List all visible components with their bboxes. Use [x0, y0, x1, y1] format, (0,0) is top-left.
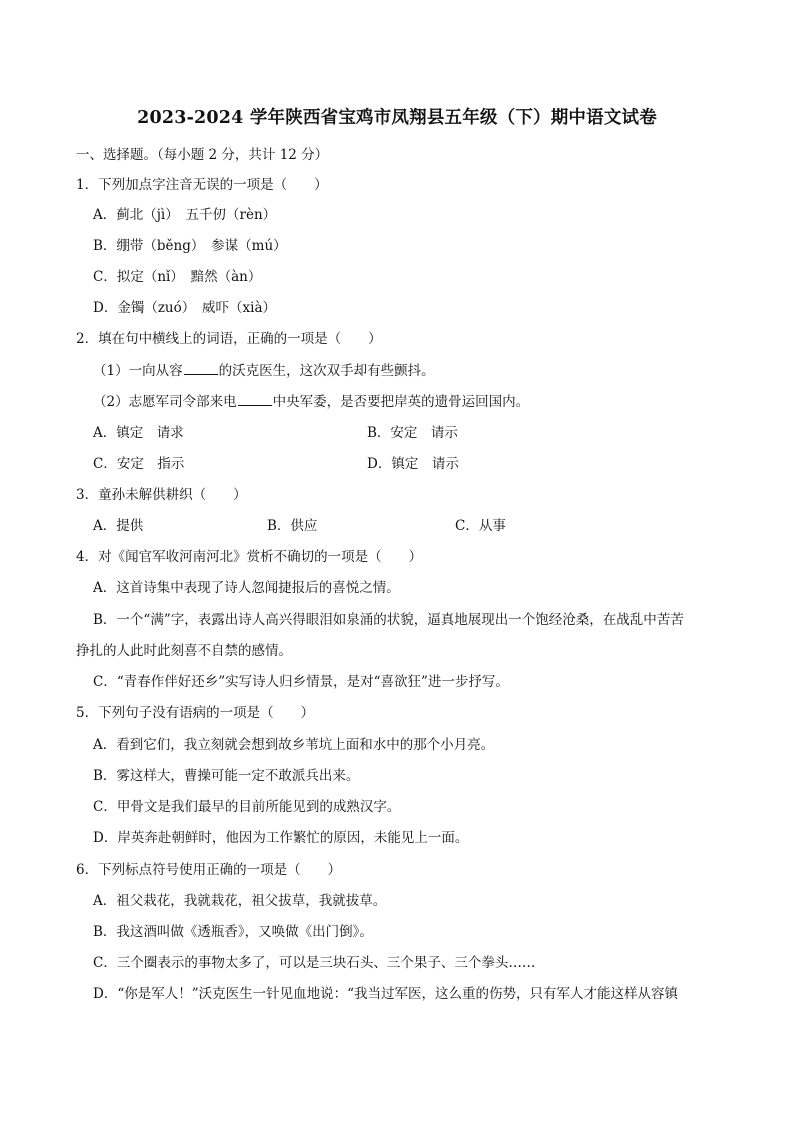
- sentence-1-before-blank: （1）一向从容: [93, 363, 183, 379]
- exam-title: 2023-2024 学年陕西省宝鸡市凤翔县五年级（下）期中语文试卷: [137, 108, 657, 128]
- sentence-1-after-blank: 的沃克医生，这次双手却有些颤抖。: [218, 363, 435, 379]
- question-2-option-c: C．安定 指示: [93, 456, 185, 472]
- question-2-option-b: B．安定 请示: [367, 425, 458, 441]
- question-2-stem: 2．填在句中横线上的词语，正确的一项是（ ）: [76, 331, 382, 347]
- question-1-option-c: C．拟定（nǐ） 黯然（àn）: [93, 269, 262, 285]
- answer-blank: [184, 361, 218, 375]
- question-1-option-a: A．蓟北（jì） 五千仞（rèn）: [93, 207, 277, 223]
- question-4-option-b-line-2: 挣扎的人此时此刻喜不自禁的感情。: [76, 643, 292, 659]
- question-4-option-a: A．这首诗集中表现了诗人忽闻捷报后的喜悦之情。: [93, 580, 400, 596]
- sentence-2-after-blank: 中央军委，是否要把岸英的遗骨运回国内。: [272, 394, 530, 410]
- question-2-sentence-2: [93, 392, 529, 411]
- answer-blank: [238, 392, 272, 406]
- question-3-option-c: C．从事: [455, 518, 506, 534]
- sentence-2-before-blank: （2）志愿军司令部来电: [93, 394, 237, 410]
- question-4-option-b-line-1: B．一个“满”字，表露出诗人高兴得眼泪如泉涌的状貌，逼真地展现出一个饱经沧桑，在战乱中苦苦: [93, 612, 684, 628]
- question-5-option-a: A．看到它们，我立刻就会想到故乡苇坑上面和水中的那个小月亮。: [93, 737, 495, 753]
- question-2-sentence-1: [93, 361, 435, 380]
- question-6-option-b: B．我这酒叫做《透瓶香》，又唤做《出门倒》。: [93, 924, 373, 940]
- question-5-option-d: D．岸英奔赴朝鲜时，他因为工作繁忙的原因，未能见上一面。: [93, 830, 469, 846]
- question-5-option-b: B．雾这样大，曹操可能一定不敢派兵出来。: [93, 768, 360, 784]
- question-3-option-a: A．提供: [93, 518, 144, 534]
- question-5-option-c: C．甲骨文是我们最早的目前所能见到的成熟汉字。: [93, 799, 401, 815]
- question-6-option-d: D．“你是军人！”沃克医生一针见血地说：“我当过军医，这么重的伤势，只有军人才能这样从容镇: [93, 986, 679, 1002]
- question-2-option-a: A．镇定 请求: [93, 425, 184, 441]
- question-3-option-b: B．供应: [267, 518, 318, 534]
- question-1-stem: 1．下列加点字注音无误的一项是（ ）: [76, 177, 328, 193]
- question-6-stem: 6．下列标点符号使用正确的一项是（ ）: [76, 862, 342, 878]
- section-heading: 一、选择题。（每小题 2 分，共计 12 分）: [76, 147, 329, 163]
- question-5-stem: 5．下列句子没有语病的一项是（ ）: [76, 705, 315, 721]
- question-1-option-d: D．金镯（zuó） 威吓（xià）: [93, 300, 276, 316]
- question-2-option-d: D．镇定 请示: [367, 456, 459, 472]
- question-4-option-c: C．“青春作伴好还乡”实写诗人归乡情景，是对“喜欲狂”进一步抒写。: [93, 674, 509, 690]
- question-6-option-a: A．祖父栽花，我就栽花，祖父拔草，我就拔草。: [93, 893, 387, 909]
- question-1-option-b: B．绷带（běng） 参谋（mú）: [93, 238, 287, 254]
- question-3-stem: 3．童孙未解供耕织（ ）: [76, 487, 247, 503]
- question-4-stem: 4．对《闻官军收河南河北》赏析不确切的一项是（ ）: [76, 549, 423, 565]
- question-6-option-c: C．三个圈表示的事物太多了，可以是三块石头、三个果子、三个拳头……: [93, 955, 536, 971]
